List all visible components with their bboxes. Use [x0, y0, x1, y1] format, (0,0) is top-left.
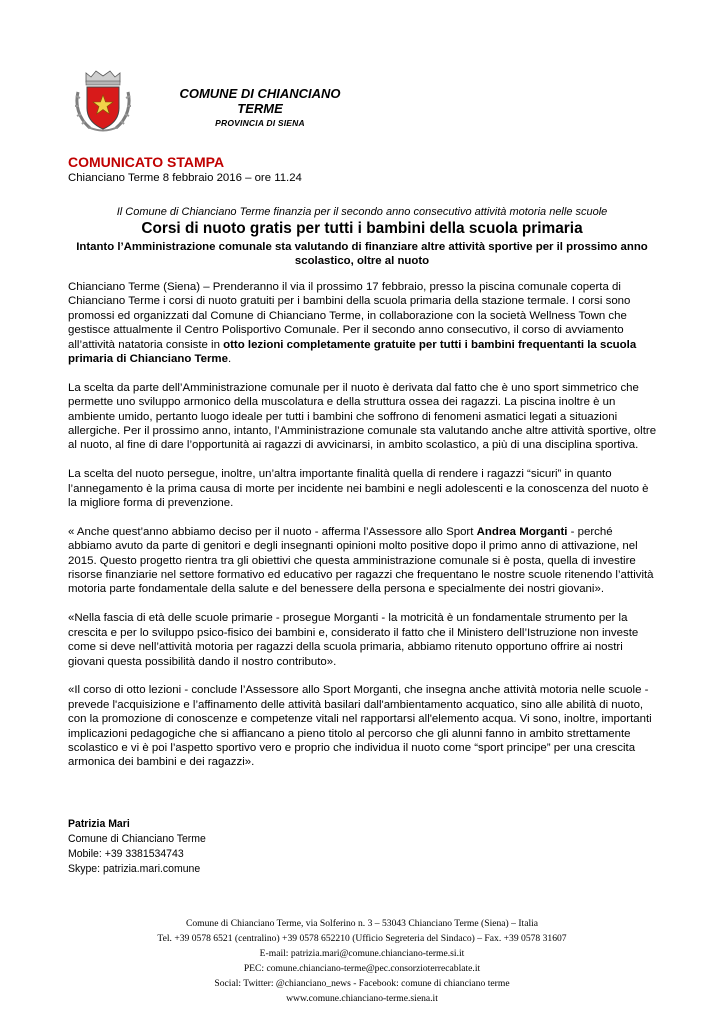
paragraph-6: «Il corso di otto lezioni - conclude l’Assessore allo Sport Morganti, che insegna anche attività motoria nelle scuole - prevede l'acquisizione e l’affinamento delle attività basilari dall'ambientamento acquatico, sino alle abilità di nuoto, con la promozione di conoscenze e competenze vitali nel rapportarsi all'elemento acqua. Vi sono, inoltre, importanti implicazioni pedagogiche che si affiancano a pieno titolo al percorso che gli alunni fanno in ambito strettamente scolastico e vi è poi l’aspetto sportivo vero e proprio che individua il nuoto come “sport principe” per una crescita armonica dei bambini e dei ragazzi».: [68, 684, 652, 769]
headline-title: Corsi di nuoto gratis per tutti i bambini della scuola primaria: [141, 220, 583, 237]
paragraph-4: [68, 525, 658, 597]
footer-contacts: [40, 916, 684, 1006]
paragraph-4-rest: - perché abbiamo avuto da parte di genitori e degli insegnanti opinioni molto positive dopo il primo anno di attivazione, nel 2015. Questo progetto rientra tra gli obiettivi che questa amministrazione comunale si è posta, quella di investire risorse finanziarie nel settore formativo ed educativo per ragazzi che frequentano le nostre scuole ritenendo l’attività motoria parte fondamentale della salute e del benessere della persona e specialmente dei nostri giovani».: [68, 525, 654, 596]
signature-org: Comune di Chianciano Terme: [68, 833, 206, 845]
paragraph-2: La scelta da parte dell’Amministrazione comunale per il nuoto è derivata dal fatto che è uno sport simmetrico che permette uno sviluppo armonico della muscolatura e della struttura ossea dei ragazzi. La piscina inoltre è un ambiente umido, pertanto luogo ideale per tutti i bambini che soffrono di fenomeni asmatici legati a situazioni allergiche. Per il prossimo anno, intanto, l’Amministrazione comunale sta valutando anche altre attività sportive, oltre al nuoto, al fine di dare l’opportunità ai ragazzi di avvicinarsi, in ambito scolastico, a più di una disciplina sportiva.: [68, 381, 657, 452]
paragraph-1: [68, 280, 658, 366]
press-release-label: COMUNICATO STAMPA: [68, 154, 225, 170]
paragraph-3: La scelta del nuoto persegue, inoltre, un’altra importante finalità quella di rendere i ragazzi “sicuri” in quanto l’annegamento è la prima causa di morte per incidente nei bambini e negli adolescenti e la conoscenza del nuoto è la migliore forma di prevenzione.: [68, 468, 649, 510]
signature-block: [68, 817, 206, 877]
footer-email[interactable]: E-mail: patrizia.mari@comune.chianciano-terme.si.it: [259, 948, 465, 959]
municipality-name-line2: TERME: [237, 101, 283, 116]
province-label: PROVINCIA DI SIENA: [215, 118, 305, 128]
footer-social: Social: Twitter: @chianciano_news - Facebook: comune di chianciano terme: [214, 978, 510, 989]
footer-address: Comune di Chianciano Terme, via Solferino n. 3 – 53043 Chianciano Terme (Siena) – Italia: [185, 918, 539, 929]
coat-of-arms-icon: [72, 68, 134, 134]
footer-website-link[interactable]: www.comune.chianciano-terme.siena.it: [286, 993, 438, 1004]
paragraph-1-text: Chianciano Terme (Siena) – Prenderanno il via il prossimo 17 febbraio, presso la piscina comunale coperta di Chianciano Terme i corsi di nuoto gratuiti per i bambini della scuola primaria della stazione termale. I corsi sono promossi ed organizzati dal Comune di Chianciano Terme, in collaborazione con la società Wellness Town che gestisce attualmente il Centro Polisportivo Comunale. Per il secondo anno consecutivo, il corso di avviamento all’attività natatoria consiste in: [68, 281, 631, 351]
paragraph-5: «Nella fascia di età delle scuole primarie - prosegue Morganti - la motricità è un fondamentale strumento per la crescita e per lo sviluppo psico-fisico dei bambini e, considerato il fatto che il Ministero dell’Istruzione non investe come si deve nell’attività motoria per ragazzi della scuola primaria, abbiamo ritenuto opportuno offrire ai nostri giovani questa possibilità dando il nostro contributo».: [68, 612, 639, 668]
assessor-name: Andrea Morganti: [476, 525, 568, 538]
paragraph-1-highlight: otto lezioni completamente gratuite per tutti i bambini frequentanti la scuola primaria di Chianciano Terme: [68, 338, 637, 366]
article-body: [68, 280, 658, 784]
paragraph-1-end: .: [227, 353, 232, 366]
signature-skype: Skype: patrizia.mari.comune: [68, 863, 201, 875]
signature-name: Patrizia Mari: [68, 818, 130, 830]
municipality-name-line1: COMUNE DI CHIANCIANO: [179, 86, 341, 101]
signature-mobile: Mobile: +39 3381534743: [68, 848, 184, 860]
headline-subtitle: Intanto l’Amministrazione comunale sta valutando di finanziare altre attività sportive per il prossimo anno scolastico, oltre al nuoto: [76, 241, 648, 267]
headline-kicker: Il Comune di Chianciano Terme finanzia per il secondo anno consecutivo attività motoria nelle scuole: [116, 206, 608, 218]
dateline: Chianciano Terme 8 febbraio 2016 – ore 11.24: [68, 172, 302, 184]
paragraph-4-text: « Anche quest’anno abbiamo deciso per il nuoto - afferma l’Assessore allo Sport: [68, 525, 477, 538]
footer-phone: Tel. +39 0578 6521 (centralino) +39 0578 652210 (Ufficio Segreteria del Sindaco) – Fax. +39 0578 31607: [157, 933, 567, 944]
footer-pec[interactable]: PEC: comune.chianciano-terme@pec.consorzioterrecablate.it: [243, 963, 481, 974]
municipality-name: [160, 86, 360, 116]
